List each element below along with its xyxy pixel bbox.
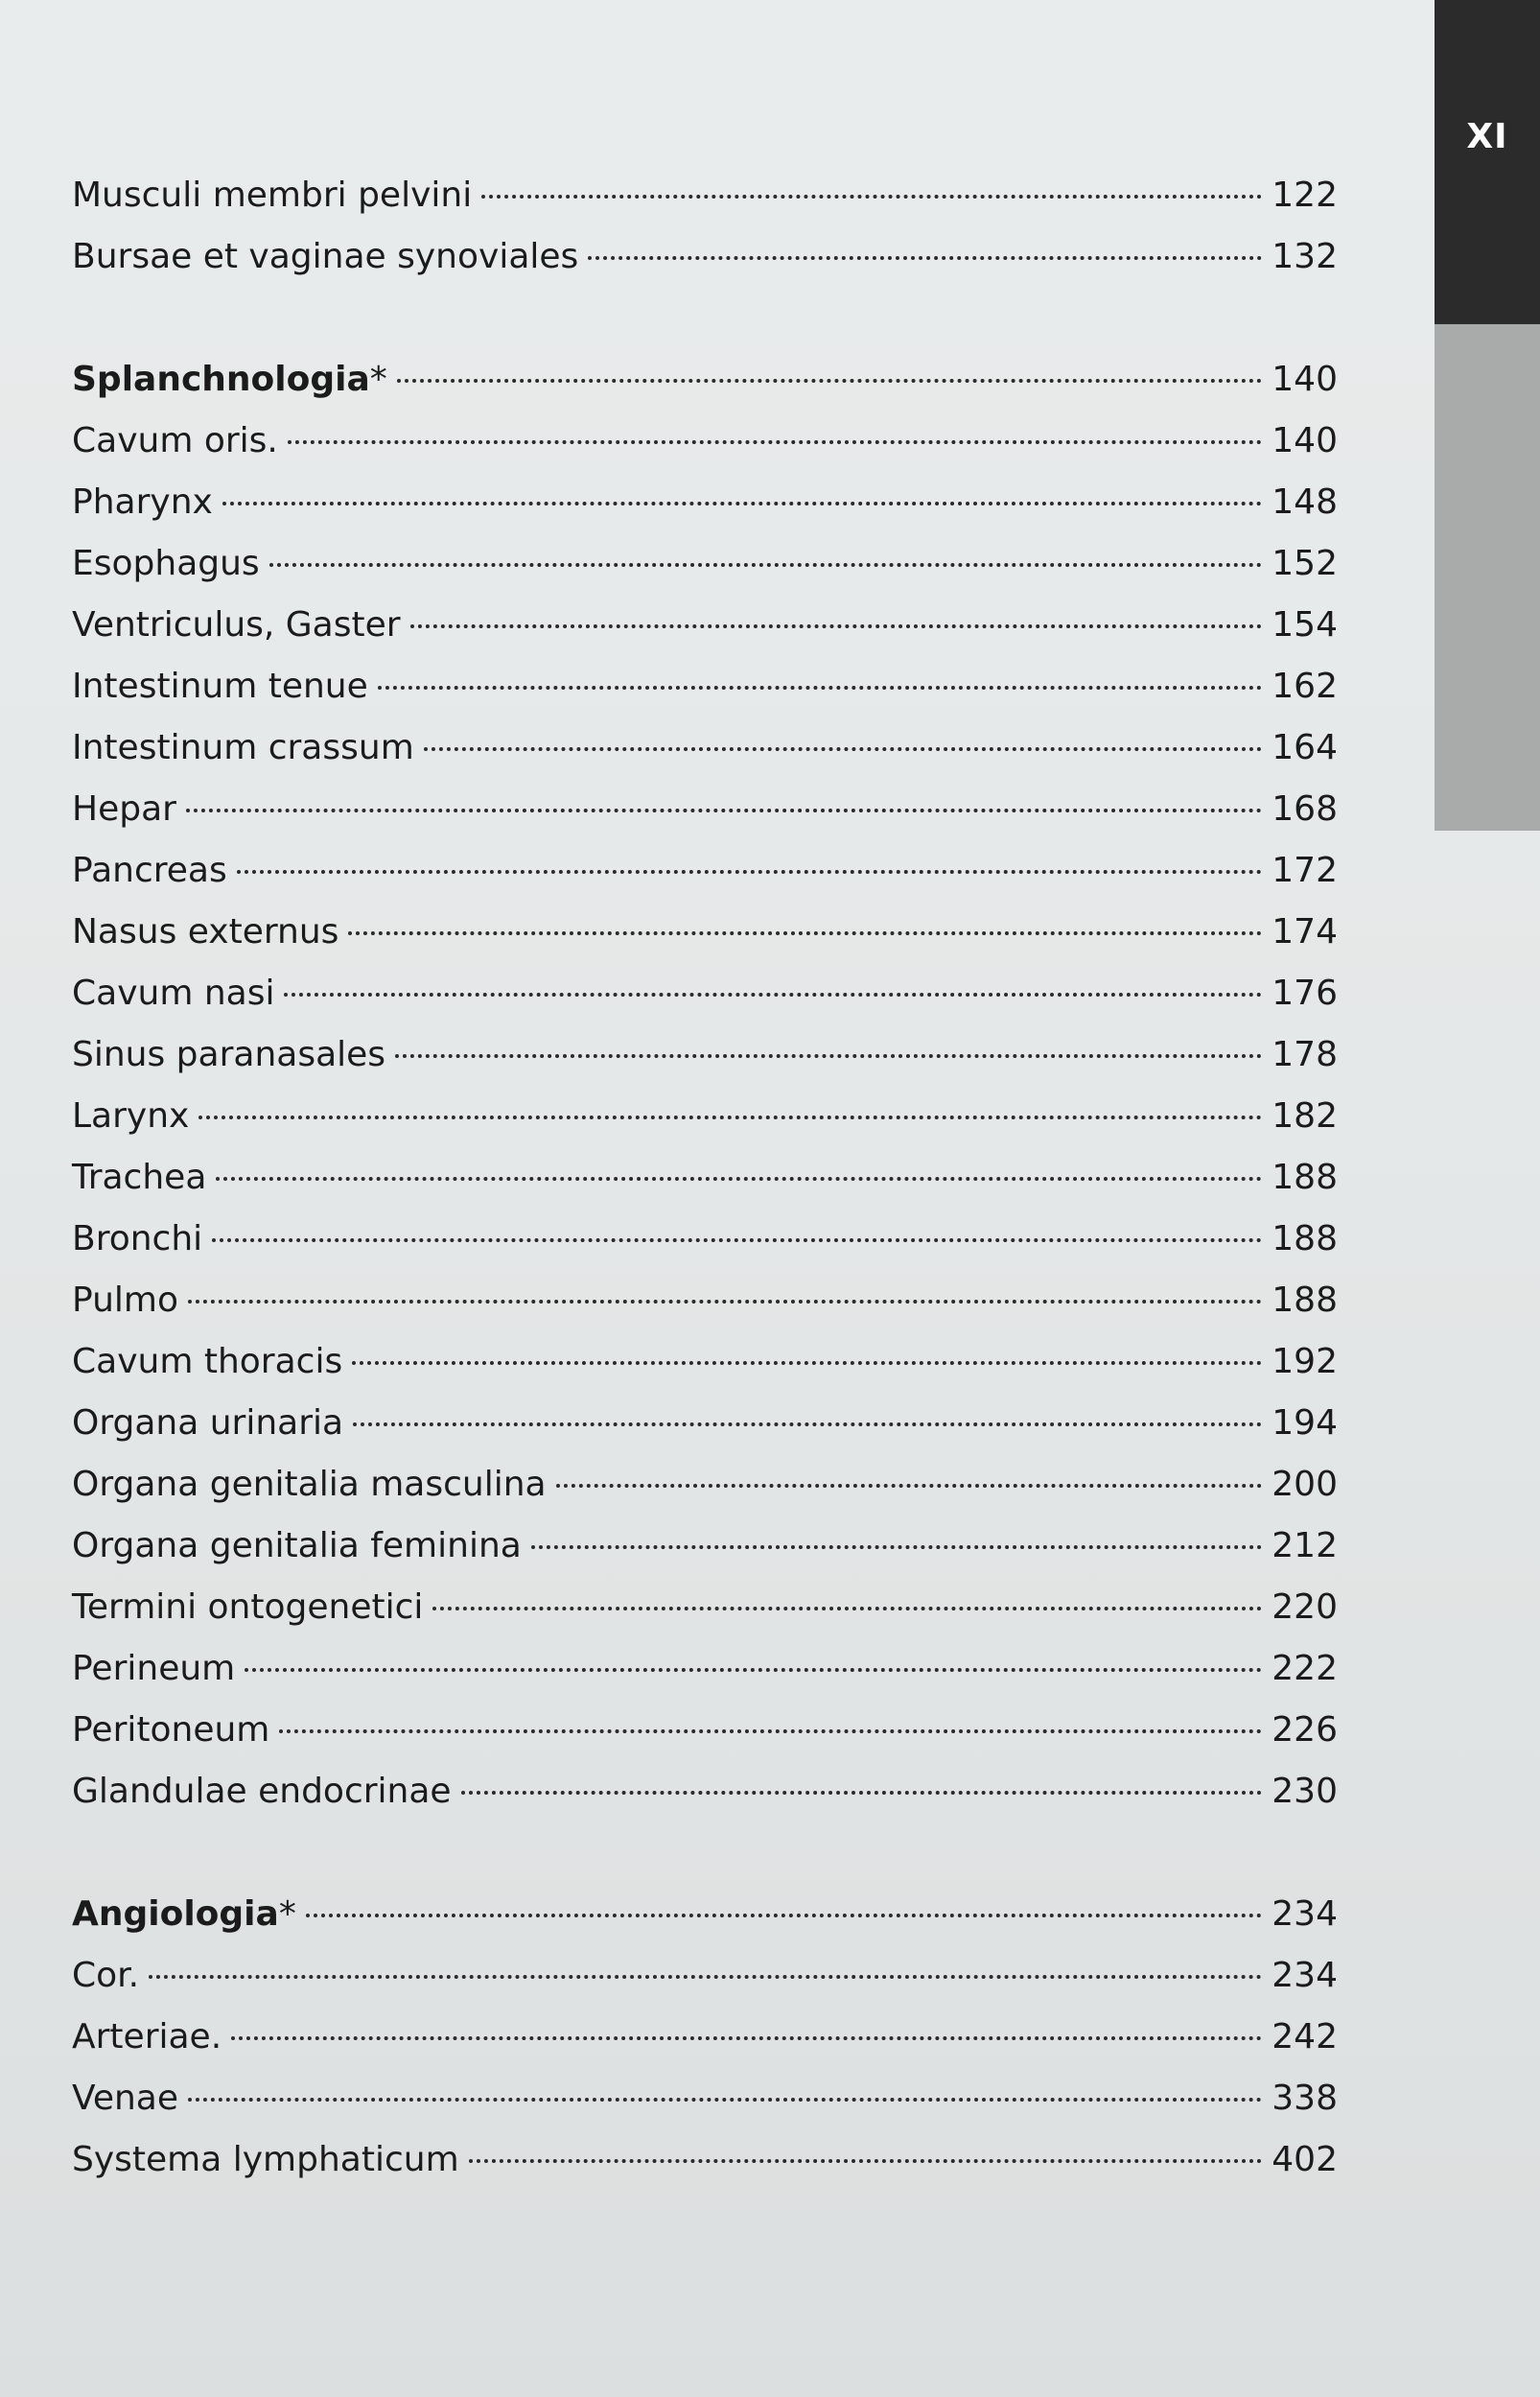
page-number: 338 xyxy=(1272,2079,1338,2118)
dot-leader xyxy=(531,1545,1262,1549)
entry-title: Sinus paranasales xyxy=(72,1035,386,1074)
dot-leader xyxy=(231,2036,1262,2040)
page-number: 226 xyxy=(1272,1710,1338,1750)
entry-title: Trachea xyxy=(72,1158,207,1197)
dot-leader xyxy=(432,1607,1262,1610)
dot-leader xyxy=(348,931,1262,935)
page-number: 164 xyxy=(1272,728,1338,767)
dot-leader xyxy=(306,1914,1262,1917)
page-number: 132 xyxy=(1272,237,1338,276)
page-number: 212 xyxy=(1272,1526,1338,1565)
entry-title: Intestinum crassum xyxy=(72,728,414,767)
dot-leader xyxy=(410,624,1263,628)
toc-entry xyxy=(72,1454,1338,1516)
page-number: 200 xyxy=(1272,1465,1338,1504)
toc-entry xyxy=(72,902,1338,963)
dot-leader xyxy=(212,1238,1262,1242)
entry-title: Peritoneum xyxy=(72,1710,270,1750)
toc-entry xyxy=(72,165,1338,226)
dot-leader xyxy=(556,1484,1263,1488)
toc-entry xyxy=(72,1761,1338,1822)
dot-leader xyxy=(279,1729,1262,1733)
toc-entry xyxy=(72,226,1338,288)
toc-entry xyxy=(72,1516,1338,1577)
toc-entry xyxy=(72,595,1338,656)
toc-group-muscles xyxy=(72,165,1338,288)
page-number: 188 xyxy=(1272,1219,1338,1258)
page-number: 154 xyxy=(1272,605,1338,645)
footnote-marker: * xyxy=(278,1894,296,1934)
entry-title: Larynx xyxy=(72,1096,190,1136)
entry-title: Cavum oris. xyxy=(72,421,278,460)
page-number: 122 xyxy=(1272,176,1338,215)
toc-entry xyxy=(72,1393,1338,1454)
toc-spacer xyxy=(72,1822,1338,1884)
toc-entry xyxy=(72,1270,1338,1331)
dot-leader xyxy=(588,256,1262,260)
toc-section-heading xyxy=(72,349,1338,411)
page-number: 220 xyxy=(1272,1587,1338,1627)
entry-title: Cavum nasi xyxy=(72,974,275,1013)
dot-leader xyxy=(269,563,1263,567)
toc-entry xyxy=(72,656,1338,717)
page-number: 188 xyxy=(1272,1158,1338,1197)
entry-title: Arteriae. xyxy=(72,2017,222,2056)
entry-title: Organa genitalia feminina xyxy=(72,1526,522,1565)
toc-entry xyxy=(72,717,1338,779)
entry-title: Bronchi xyxy=(72,1219,203,1258)
dot-leader xyxy=(237,870,1263,874)
page-number: 140 xyxy=(1272,421,1338,460)
page-number: 140 xyxy=(1272,360,1338,399)
entry-title: Glandulae endocrinae xyxy=(72,1772,452,1811)
dot-leader xyxy=(188,1300,1262,1304)
toc-group-splanchnology xyxy=(72,349,1338,1822)
entry-title: Termini ontogenetici xyxy=(72,1587,424,1627)
toc-entry xyxy=(72,1331,1338,1393)
chapter-tab xyxy=(1435,0,1540,324)
dot-leader xyxy=(469,2159,1263,2163)
toc-section-heading xyxy=(72,1884,1338,1945)
dot-leader xyxy=(216,1177,1262,1181)
entry-title: Cor. xyxy=(72,1956,140,1995)
toc-entry xyxy=(72,963,1338,1024)
entry-title: Intestinum tenue xyxy=(72,667,368,706)
dot-leader xyxy=(149,1975,1262,1979)
toc-entry xyxy=(72,2068,1338,2129)
section-title: Angiologia xyxy=(72,1894,279,1934)
dot-leader xyxy=(222,502,1262,505)
chapter-tab-label: XI xyxy=(1466,117,1508,156)
page-number: 176 xyxy=(1272,974,1338,1013)
page-number: 188 xyxy=(1272,1281,1338,1320)
page-number: 230 xyxy=(1272,1772,1338,1811)
entry-title: Pancreas xyxy=(72,851,227,890)
page-number: 168 xyxy=(1272,789,1338,829)
page-number: 182 xyxy=(1272,1096,1338,1136)
dot-leader xyxy=(353,1422,1262,1426)
toc-entry xyxy=(72,2129,1338,2191)
page-number: 194 xyxy=(1272,1403,1338,1443)
dot-leader xyxy=(288,440,1262,444)
dot-leader xyxy=(284,993,1262,997)
dot-leader xyxy=(378,686,1263,690)
toc-entry xyxy=(72,1638,1338,1700)
dot-leader xyxy=(198,1116,1262,1119)
toc-spacer xyxy=(72,288,1338,349)
page-number: 222 xyxy=(1272,1649,1338,1688)
toc-entry xyxy=(72,1209,1338,1270)
dot-leader xyxy=(397,379,1263,383)
entry-title: Nasus externus xyxy=(72,912,339,952)
toc-entry xyxy=(72,1945,1338,2007)
page-number: 234 xyxy=(1272,1956,1338,1995)
page-number: 234 xyxy=(1272,1894,1338,1934)
table-of-contents xyxy=(72,165,1338,2191)
toc-entry xyxy=(72,1147,1338,1209)
entry-title: Organa genitalia masculina xyxy=(72,1465,547,1504)
toc-group-angiology xyxy=(72,1884,1338,2191)
toc-entry xyxy=(72,1024,1338,1086)
page-number: 242 xyxy=(1272,2017,1338,2056)
toc-entry xyxy=(72,1086,1338,1147)
footnote-marker: * xyxy=(369,360,387,399)
entry-title: Hepar xyxy=(72,789,176,829)
dot-leader xyxy=(395,1054,1262,1058)
dot-leader xyxy=(481,195,1262,199)
toc-entry xyxy=(72,779,1338,840)
page-number: 192 xyxy=(1272,1342,1338,1381)
entry-title: Ventriculus, Gaster xyxy=(72,605,401,645)
dot-leader xyxy=(245,1668,1262,1672)
toc-entry xyxy=(72,840,1338,902)
dot-leader xyxy=(188,2098,1262,2102)
dot-leader xyxy=(186,809,1262,812)
entry-title: Organa urinaria xyxy=(72,1403,344,1443)
dot-leader xyxy=(352,1361,1262,1365)
page-number: 178 xyxy=(1272,1035,1338,1074)
entry-title: Venae xyxy=(72,2079,179,2118)
page-number: 174 xyxy=(1272,912,1338,952)
entry-title: Musculi membri pelvini xyxy=(72,176,473,215)
page-number: 172 xyxy=(1272,851,1338,890)
section-title: Splanchnologia xyxy=(72,360,370,399)
toc-entry xyxy=(72,1577,1338,1638)
toc-entry xyxy=(72,2007,1338,2068)
entry-title: Systema lymphaticum xyxy=(72,2140,459,2179)
page-number: 148 xyxy=(1272,482,1338,522)
page-number: 162 xyxy=(1272,667,1338,706)
dot-leader xyxy=(461,1791,1263,1795)
dot-leader xyxy=(424,747,1263,751)
toc-entry xyxy=(72,533,1338,595)
chapter-tab-marker xyxy=(1435,324,1540,831)
toc-entry xyxy=(72,472,1338,533)
entry-title: Bursae et vaginae synoviales xyxy=(72,237,579,276)
entry-title: Pharynx xyxy=(72,482,213,522)
page-number: 402 xyxy=(1272,2140,1338,2179)
toc-entry xyxy=(72,1700,1338,1761)
page-number: 152 xyxy=(1272,544,1338,583)
toc-entry xyxy=(72,411,1338,472)
entry-title: Pulmo xyxy=(72,1281,178,1320)
entry-title: Cavum thoracis xyxy=(72,1342,343,1381)
entry-title: Esophagus xyxy=(72,544,260,583)
entry-title: Perineum xyxy=(72,1649,236,1688)
